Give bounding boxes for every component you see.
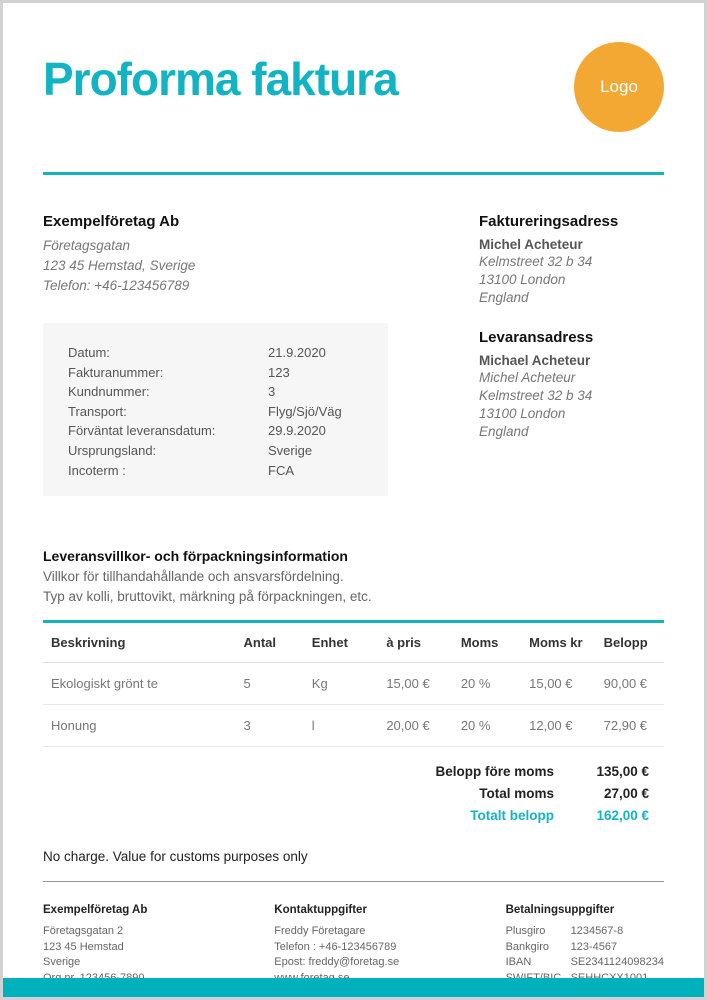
- item-vat-amount: 12,00 €: [521, 705, 596, 747]
- item-quantity: 3: [236, 705, 304, 747]
- table-row: [43, 705, 664, 747]
- billing-address-line: 13100 London: [479, 272, 566, 287]
- payment-row-iban: [506, 955, 664, 971]
- payment-row-bankgiro: [506, 940, 664, 956]
- total-vat-row: [43, 783, 649, 805]
- seller-address-line: Företagsgatan: [43, 238, 131, 253]
- detail-label: Transport:: [68, 403, 127, 419]
- detail-label: Kundnummer:: [68, 384, 150, 400]
- column-header-description: Beskrivning: [43, 622, 236, 663]
- grand-total-row: [43, 805, 649, 827]
- detail-label: Ursprungsland:: [68, 442, 157, 458]
- footer-contact-line: Freddy Företagare: [274, 925, 366, 938]
- delivery-address-heading: Levaransadress: [479, 329, 594, 346]
- payment-value: 123-4567: [570, 940, 618, 953]
- bottom-accent-bar: [3, 978, 704, 997]
- billing-address-line: England: [479, 290, 529, 305]
- footer-payment-heading: Betalningsuppgifter: [505, 904, 615, 917]
- detail-row-expected-delivery: [68, 421, 378, 441]
- company-logo: Logo: [574, 42, 664, 132]
- footer-contact-line: Telefon : +46-123456789: [274, 940, 397, 953]
- footer-company-line: Företagsgatan 2: [43, 925, 124, 938]
- payment-value: 1234567-8: [570, 925, 624, 938]
- delivery-address-line: 13100 London: [479, 406, 566, 421]
- payment-label: Bankgiro: [505, 940, 550, 953]
- detail-label: Datum:: [68, 345, 110, 360]
- detail-row-date: [68, 343, 378, 363]
- detail-value: 29.9.2020: [268, 423, 326, 439]
- delivery-address-line: England: [479, 424, 529, 439]
- item-amount: 72,90 €: [596, 705, 664, 747]
- column-header-quantity: Antal: [236, 622, 304, 663]
- footer-company-line: 123 45 Hemstad: [43, 940, 124, 953]
- item-amount: 90,00 €: [596, 663, 664, 705]
- terms-line: Typ av kolli, bruttovikt, märkning på förpackningen, etc.: [43, 589, 372, 605]
- seller-block: [43, 213, 443, 296]
- terms-line: Villkor för tillhandahållande och ansvarsfördelning.: [43, 569, 344, 585]
- payment-label: IBAN: [505, 956, 532, 969]
- payment-value: SE2341124098234: [570, 956, 664, 969]
- detail-value: 21.9.2020: [268, 345, 326, 360]
- footer-contact-heading: Kontaktuppgifter: [274, 904, 367, 917]
- item-vat-amount: 15,00 €: [521, 663, 596, 705]
- item-unit-price: 20,00 €: [378, 705, 453, 747]
- total-vat-label: Total moms: [479, 786, 554, 802]
- subtotal-row: [43, 761, 649, 783]
- totals-section: [43, 747, 664, 827]
- delivery-address-line: Kelmstreet 32 b 34: [479, 388, 593, 403]
- detail-row-incoterm: [68, 461, 378, 481]
- terms-heading: Leveransvillkor- och förpackningsinformation: [43, 548, 348, 565]
- detail-value: 3: [268, 384, 276, 400]
- detail-label: Fakturanummer:: [68, 364, 164, 380]
- item-quantity: 5: [236, 663, 304, 705]
- seller-address-line: 123 45 Hemstad, Sverige: [43, 258, 196, 273]
- detail-label: Incoterm :: [68, 462, 126, 478]
- item-unit: Kg: [304, 663, 379, 705]
- billing-address-line: Kelmstreet 32 b 34: [479, 254, 593, 269]
- detail-value: 123: [268, 364, 290, 380]
- page-title: Proforma faktura: [43, 53, 398, 105]
- customs-note: No charge. Value for customs purposes only: [43, 849, 308, 865]
- header-divider: [43, 172, 664, 175]
- grand-total-value: 162,00 €: [596, 808, 649, 824]
- table-row: [43, 663, 664, 705]
- delivery-address-block: [479, 329, 664, 441]
- items-table-header-row: [43, 622, 664, 663]
- footer-contact-line: Epost: freddy@foretag.se: [274, 956, 400, 969]
- terms-section: [43, 548, 664, 607]
- items-table: [43, 620, 664, 747]
- item-description: Honung: [43, 705, 236, 747]
- grand-total-label: Totalt belopp: [470, 808, 554, 824]
- detail-row-customer-number: [68, 382, 378, 402]
- billing-name: Michel Acheteur: [479, 237, 583, 252]
- column-header-unit: Enhet: [304, 622, 379, 663]
- subtotal-value: 135,00 €: [596, 764, 649, 780]
- invoice-details-box: [43, 323, 388, 496]
- detail-value: FCA: [268, 462, 294, 478]
- billing-address-lines: [479, 253, 664, 307]
- detail-row-invoice-number: [68, 363, 378, 383]
- billing-address-block: [479, 213, 664, 307]
- seller-address: [43, 236, 443, 296]
- item-vat: 20 %: [453, 663, 521, 705]
- detail-row-origin-country: [68, 441, 378, 461]
- detail-row-transport: [68, 402, 378, 422]
- column-header-vat: Moms: [453, 622, 521, 663]
- billing-address-heading: Faktureringsadress: [479, 213, 619, 230]
- payment-row-plusgiro: [506, 924, 664, 940]
- payment-label: Plusgiro: [505, 925, 546, 938]
- delivery-address-line: Michel Acheteur: [479, 370, 576, 385]
- footer-company-line: Sverige: [43, 956, 81, 969]
- total-vat-value: 27,00 €: [603, 786, 649, 802]
- item-unit: l: [304, 705, 379, 747]
- item-vat: 20 %: [453, 705, 521, 747]
- detail-label: Förväntat leveransdatum:: [68, 423, 216, 439]
- column-header-amount: Belopp: [596, 622, 664, 663]
- column-header-vat-amount: Moms kr: [521, 622, 596, 663]
- delivery-address-lines: [479, 369, 664, 441]
- footer-company-heading: Exempelföretag Ab: [43, 904, 148, 917]
- detail-value: Flyg/Sjö/Väg: [268, 403, 342, 419]
- header: [43, 3, 664, 132]
- subtotal-label: Belopp före moms: [435, 764, 554, 780]
- seller-address-line: Telefon: +46-123456789: [43, 278, 190, 293]
- seller-name: Exempelföretag Ab: [43, 213, 180, 230]
- item-unit-price: 15,00 €: [378, 663, 453, 705]
- delivery-name: Michael Acheteur: [479, 353, 591, 368]
- info-section: [43, 213, 664, 496]
- detail-value: Sverige: [268, 442, 313, 458]
- column-header-unit-price: à pris: [378, 622, 453, 663]
- item-description: Ekologiskt grönt te: [43, 663, 236, 705]
